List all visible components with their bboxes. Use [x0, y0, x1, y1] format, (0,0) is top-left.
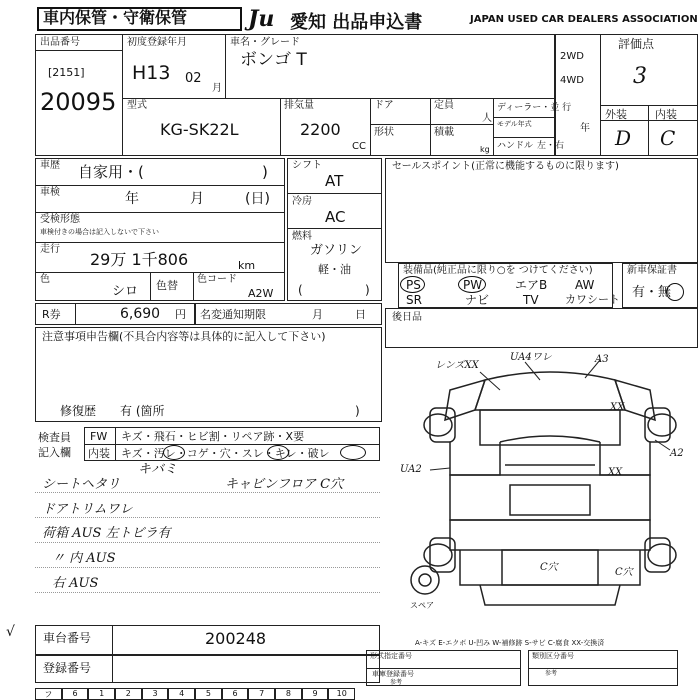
- checker-row1: キズ・飛石・ヒビ割・リペア跡・X要: [121, 430, 305, 443]
- checker-interior: 内装: [88, 447, 110, 460]
- later-date-label: 後日品: [392, 312, 422, 323]
- mileage-label: 走行: [40, 244, 60, 255]
- equip-ps: PS: [406, 278, 421, 292]
- registration-year: H13: [132, 62, 171, 84]
- note-right: 右 AUS: [52, 576, 99, 591]
- inspection-label: 車検: [40, 187, 60, 198]
- recycle-label: R券: [42, 308, 61, 321]
- wear-circle-mark: [267, 445, 289, 460]
- inspection-month: 月: [190, 191, 204, 207]
- anno-a2: A2: [670, 448, 684, 459]
- note-cargo: 荷箱 AUS 左トビラ有: [42, 526, 171, 541]
- stain-circle-mark: [163, 445, 185, 460]
- tear-circle-mark: [340, 445, 366, 460]
- load-label: 積載: [434, 127, 454, 138]
- grade-score: 3: [633, 64, 647, 89]
- capacity-label: 定員: [434, 100, 454, 111]
- cc-unit: CC: [352, 141, 366, 152]
- inspection-day: (日): [245, 191, 270, 207]
- equip-leather: カワシート: [565, 293, 620, 306]
- checker-row2: キズ・汚レ・コゲ・穴・スレ・キレ・破レ: [121, 447, 330, 460]
- exterior-label: 外装: [605, 108, 627, 121]
- sales-point-box: [385, 158, 698, 263]
- repair-label: 修復歴: [60, 404, 97, 418]
- anno-a3: A3: [595, 354, 609, 365]
- exterior-grade: D: [615, 126, 632, 150]
- lot-bracket: [2151]: [48, 66, 85, 79]
- note-yellowing: キバミ: [138, 462, 178, 477]
- checker-label-1: 検査員: [38, 431, 71, 444]
- equip-sr: SR: [406, 293, 422, 307]
- door-label: ドア: [374, 100, 394, 111]
- fuel-value: ガソリン: [310, 243, 363, 258]
- displacement-value: 2200: [300, 120, 341, 139]
- note-cabin-floor: キャビンフロア C穴: [225, 477, 344, 492]
- recycle-value: 6,690: [120, 306, 161, 322]
- kg-unit: kg: [480, 145, 490, 154]
- recycle-unit: 円: [175, 308, 186, 321]
- history-value: 自家用・(: [78, 163, 144, 181]
- lot-number: 20095: [40, 88, 117, 116]
- displacement-label: 排気量: [284, 100, 314, 111]
- anno-c-hole-1: C穴: [540, 562, 558, 573]
- person-unit: 人: [482, 113, 492, 124]
- anno-c-hole-2: C穴: [615, 567, 633, 578]
- mileage-value: 29万 1千806: [90, 250, 189, 269]
- registration-month: 02: [185, 71, 202, 86]
- color-label: 色: [40, 274, 50, 285]
- check-mark: √: [6, 624, 15, 640]
- anno-ua2: UA2: [400, 464, 422, 475]
- sales-point-label: セールスポイント(正常に機能するものに限ります): [392, 161, 619, 172]
- ac-value: AC: [325, 208, 346, 226]
- registration-label: 初度登録年月: [127, 37, 187, 48]
- color-code-label: 色コード: [197, 274, 237, 285]
- warranty-value: 有・無: [632, 285, 672, 300]
- equip-pw: PW: [463, 278, 483, 292]
- interior-label: 内装: [655, 108, 677, 121]
- model-label: 型式: [127, 100, 147, 111]
- drive-4wd: 4WD: [560, 75, 584, 86]
- grade-label: 評価点: [618, 37, 655, 51]
- shape-label: 形状: [374, 127, 394, 138]
- interior-grade: C: [660, 126, 676, 150]
- later-date-box: [385, 308, 698, 348]
- equip-navi: ナビ: [465, 293, 490, 307]
- month-unit: 月: [212, 83, 222, 94]
- spare-label: スペア: [410, 601, 434, 610]
- car-name: ボンゴ T: [240, 50, 307, 70]
- model-year-label: モデル年式: [497, 120, 532, 128]
- equip-tv: TV: [523, 293, 539, 307]
- bottom-strip: フ 6 1 2 3 4 5 6 7 8 9 10: [35, 688, 355, 700]
- fuel-label: 燃料: [292, 231, 312, 242]
- ju-logo: Ju: [248, 6, 275, 32]
- damage-legend: A-キズ E-エクボ U-凹み W-補修跡 S-サビ C-腐食 XX-交換済: [415, 639, 605, 647]
- acceptance-label: 受検形態: [40, 214, 80, 225]
- car-damage-diagram: [390, 350, 698, 640]
- anno-lens: レンズXX: [435, 360, 479, 371]
- handle-options: 左・右: [537, 141, 565, 151]
- repair-value: 有 (箇所: [120, 404, 165, 418]
- model-code: KG-SK22L: [160, 120, 239, 139]
- category-label: 類別区分番号: [532, 652, 574, 660]
- lot-label: 出品番号: [40, 37, 80, 48]
- equip-airbag: エアB: [515, 278, 548, 292]
- repaint-label: 色替: [156, 279, 178, 292]
- shift-label: シフト: [292, 160, 322, 171]
- reg-label: 登録番号: [43, 661, 92, 675]
- equip-aw: AW: [575, 278, 595, 292]
- year-unit: 年: [580, 123, 590, 134]
- dealer-label: ディーラー・並 行: [497, 103, 572, 113]
- notice-label: 名変通知期限: [200, 308, 266, 321]
- chassis-label: 車台番号: [43, 631, 92, 645]
- reg-no-label: 車庫登録番号: [372, 670, 414, 678]
- type-label: 形式指定番号: [370, 652, 412, 660]
- form-title: 愛知 出品申込書: [290, 12, 423, 33]
- inspection-year: 年: [125, 191, 139, 207]
- storage-label: 車内保管・守衛保管: [43, 8, 188, 27]
- color-value: シロ: [112, 284, 139, 299]
- color-code: A2W: [248, 287, 274, 300]
- chassis-number: 200248: [205, 629, 267, 648]
- anno-xx-2: XX: [608, 467, 623, 478]
- pw-circled-mark: [458, 276, 486, 293]
- caution-label: 注意事項申告欄(不具合内容等は具体的に記入して下さい): [42, 330, 326, 343]
- mileage-unit: km: [238, 259, 256, 272]
- car-name-label: 車名・グレード: [230, 37, 300, 48]
- ps-circled-mark: [400, 276, 425, 293]
- acceptance-note: 車検付きの場合は記入しないで下さい: [40, 228, 159, 236]
- checker-label-2: 記入欄: [38, 446, 71, 459]
- association-name: JAPAN USED CAR DEALERS ASSOCIATION: [470, 14, 698, 25]
- note-cargo-inner: 〃 内 AUS: [52, 551, 116, 566]
- history-label: 車歴: [40, 160, 60, 171]
- anno-ua4: UA4ワレ: [510, 352, 552, 363]
- equipment-label: 装備品(純正品に限り○を つけてください): [403, 265, 593, 276]
- note-seat: シートヘタリ: [42, 477, 121, 492]
- warranty-label: 新車保証書: [627, 265, 677, 276]
- drive-2wd: 2WD: [560, 51, 584, 62]
- fuel-alt: 軽・油: [318, 263, 351, 276]
- warranty-none-mark: [666, 283, 684, 301]
- checker-fw: FW: [90, 430, 108, 443]
- shift-value: AT: [325, 172, 344, 190]
- ac-label: 冷房: [292, 196, 312, 207]
- note-door-trim: ドアトリムワレ: [42, 502, 133, 517]
- handle-label: ハンドル: [497, 141, 534, 151]
- anno-xx-1: XX: [610, 402, 625, 413]
